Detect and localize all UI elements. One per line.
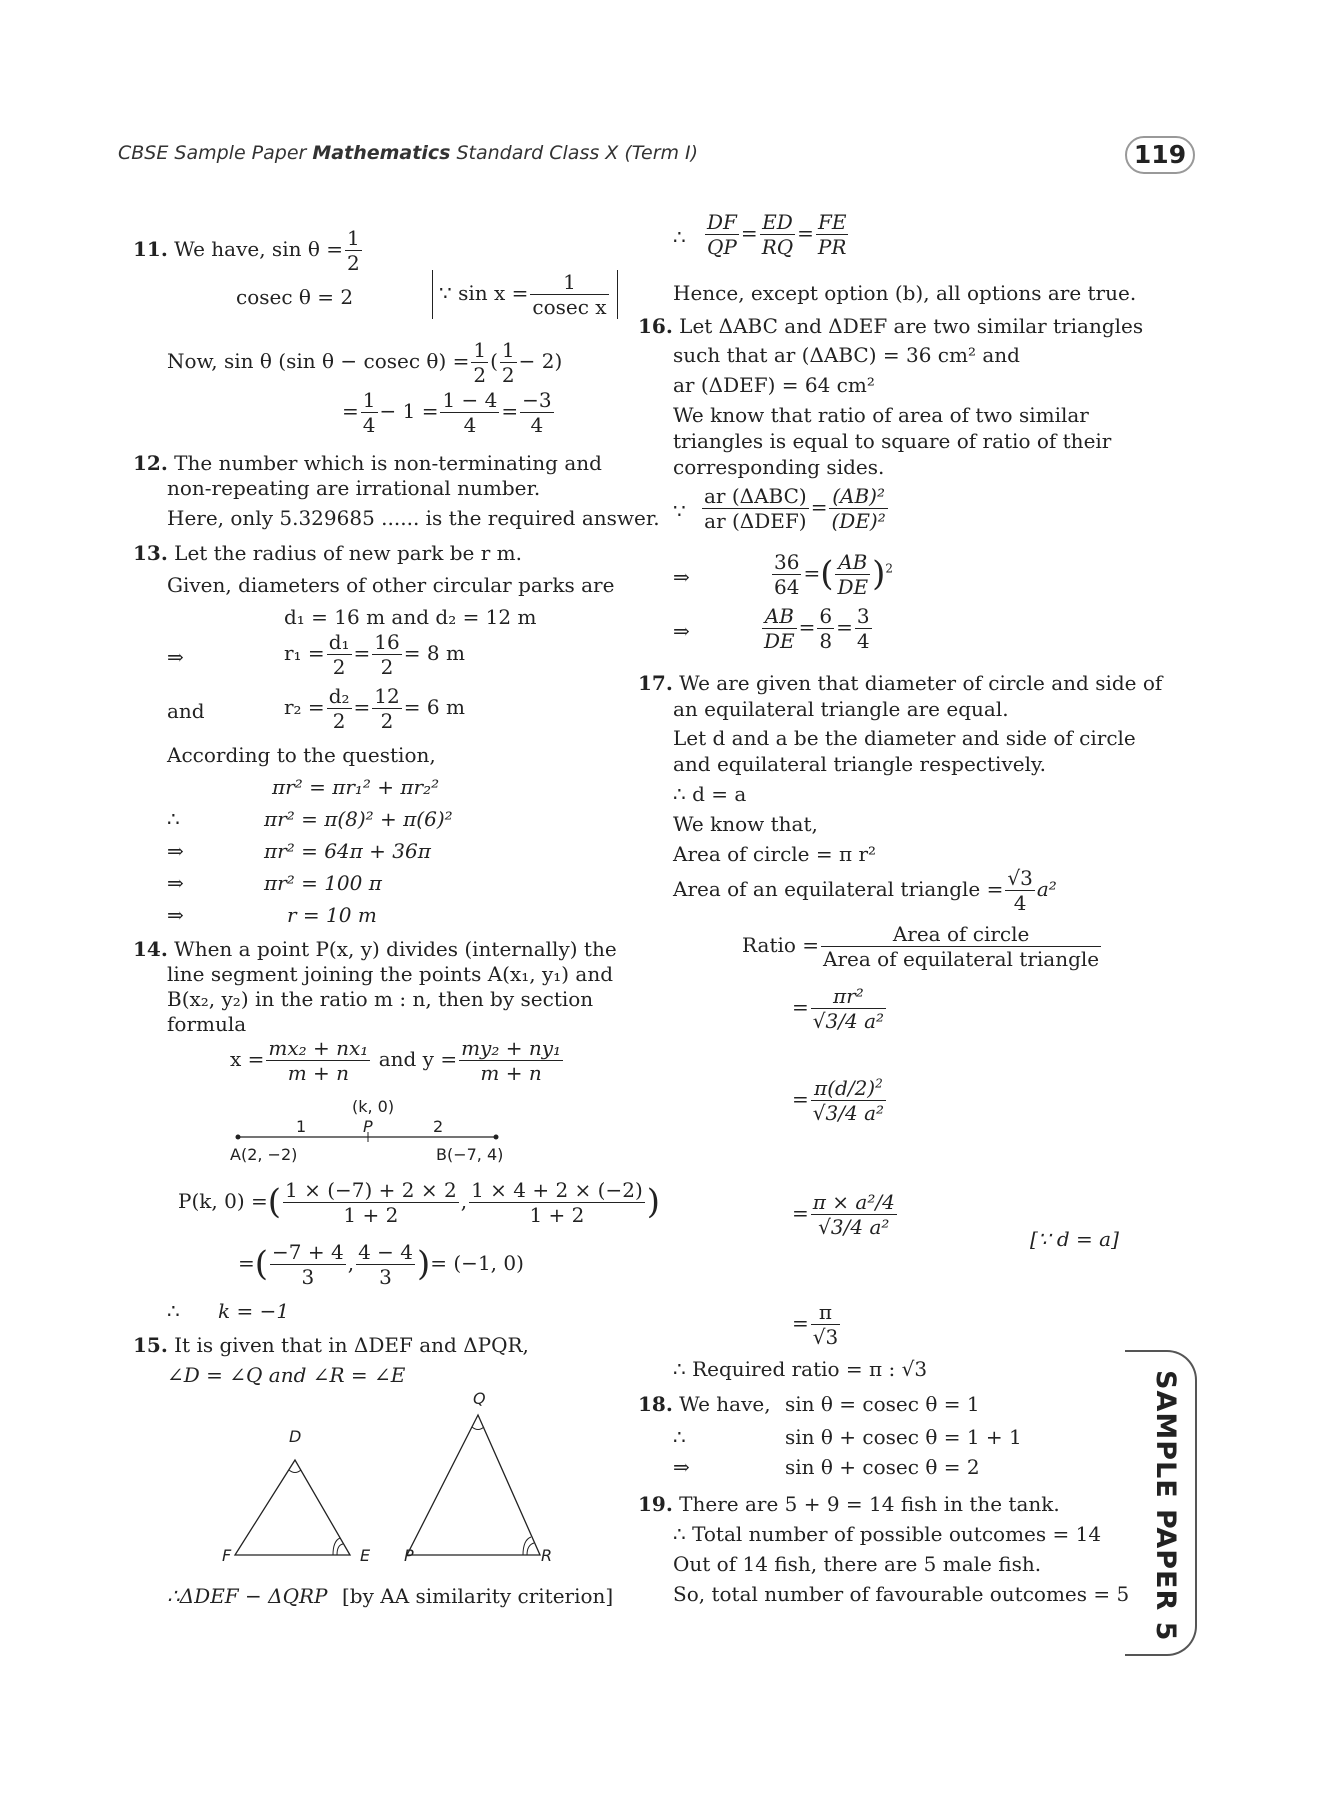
fig-p-label: P [363, 1117, 373, 1136]
fig-vertex-q: Q [473, 1389, 486, 1408]
fig-vertex-f: F [222, 1546, 232, 1565]
q14-line2: line segment joining the points A(x₁, y₁) and [167, 962, 614, 986]
q15-ratios: $\frac{DF}{QP}$ = $\frac{ED}{RQ}$ = $\frac{FE}{PR}$ [707, 210, 847, 259]
q13-eq2: πr² = π(8)² + π(6)² [264, 807, 453, 831]
q13-eq4: πr² = 100 π [264, 871, 382, 895]
q13-r1: r₁ = $\frac{\text{d₁}}{2}$ = $\frac{16}{2}$ = 8 m [284, 630, 465, 679]
q17-line8: Area of an equilateral triangle = $\frac{√3}{4}$ a² [673, 866, 1057, 915]
q16-ratio-eq: ar (ΔABC) ar (ΔDEF) = $\frac{\text{(AB)²}}{\text{(DE)²}}$ [704, 484, 886, 533]
q17-line4: and equilateral triangle respectively. [673, 752, 1046, 776]
q19-line4: So, total number of favourable outcomes = 5 [673, 1582, 1130, 1606]
q15-criterion: [by AA similarity criterion] [342, 1584, 614, 1608]
implies-sign: ⇒ [673, 1455, 690, 1479]
q17-step3: = $\frac{\text{π × a²/4}}{\text{√3/4 a²}}$ [792, 1190, 895, 1239]
q17-hint: [∵ d = a] [1030, 1227, 1119, 1251]
q13-r2: r₂ = $\frac{\text{d₂}}{2}$ = $\frac{12}{2}$ = 6 m [284, 684, 465, 733]
q19-line1: 19. There are 5 + 9 = 14 fish in the tank. [638, 1492, 1060, 1516]
q14-result: k = −1 [218, 1299, 290, 1323]
q17-step1: = $\frac{\text{πr²}}{\text{√3/4 a²}}$ [792, 984, 885, 1033]
fig-vertex-r: R [541, 1546, 553, 1565]
q17-result: ∴ Required ratio = π : √3 [673, 1357, 928, 1381]
q17-step2: = $\frac{\pi(d/2)^2}{\text{√3/4 a²}}$ [792, 1076, 885, 1125]
q19-line3: Out of 14 fish, there are 5 male fish. [673, 1552, 1042, 1576]
q11-line4: = $\frac{1}{4}$ − 1 = $\frac{1 - 4}{4}$ = $\frac{-3}{4}$ [342, 388, 552, 437]
q16-line1: 16. Let ΔABC and ΔDEF are two similar triangles [638, 314, 1144, 338]
therefore-sign: ∴ [167, 807, 180, 831]
q17-step4: = $\frac{\pi}{√3}$ [792, 1300, 839, 1349]
therefore-sign: ∴ [167, 1299, 180, 1323]
q14-line3: B(x₂, y₂) in the ratio m : n, then by section [167, 987, 594, 1011]
fig-b-label: B(−7, 4) [436, 1145, 504, 1164]
fig-vertex-d: D [289, 1427, 302, 1446]
running-header: CBSE Sample Paper Mathematics Standard Class X (Term I) [118, 142, 699, 164]
since-sign: ∵ [673, 499, 686, 523]
q13-line4: According to the question, [167, 743, 436, 767]
fig-ratio-2: 2 [433, 1117, 444, 1136]
q11-hint: ∵ sin x = $\frac{1}{\text{cosec x}}$ [432, 270, 618, 319]
q17-line5: ∴ d = a [673, 782, 747, 806]
q13-and: and [167, 699, 205, 723]
q18-given: sin θ = cosec θ = 1 [785, 1392, 980, 1416]
q15-line1: 15. It is given that in ΔDEF and ΔPQR, [133, 1333, 529, 1357]
implies-sign: ⇒ [167, 645, 184, 669]
q18-step2: sin θ + cosec θ = 2 [785, 1455, 980, 1479]
q15-conclusion: Hence, except option (b), all options are true. [673, 281, 1137, 305]
q11-line3: Now, sin θ (sin θ − cosec θ) = $\frac{1}{2}$ ( $\frac{1}{2}$ − 2) [167, 338, 563, 387]
q16-line2: such that ar (ΔABC) = 36 cm² and [673, 343, 1020, 367]
q13-eq5: r = 10 m [287, 903, 377, 927]
q13-eq1: πr² = πr₁² + πr₂² [272, 775, 440, 799]
page-number: 119 [1125, 136, 1195, 174]
side-tab-label: SAMPLE PAPER 5 [1150, 1370, 1181, 1642]
q11-line1: 11. We have, sin θ = $\frac{1}{2}$ [133, 226, 360, 275]
fig-vertex-p: P [404, 1546, 414, 1565]
implies-sign: ⇒ [167, 839, 184, 863]
therefore-sign: ∴ [673, 1425, 686, 1449]
q17-line7: Area of circle = π r² [673, 842, 877, 866]
q17-ratio: Ratio = Area of circle Area of equilateral triangle [742, 922, 1100, 971]
q13-line1: 13. Let the radius of new park be r m. [133, 541, 522, 565]
fig-a-label: A(2, −2) [230, 1145, 298, 1164]
q13-line2: Given, diameters of other circular parks are [167, 573, 615, 597]
q17-line3: Let d and a be the diameter and side of circle [673, 726, 1136, 750]
implies-sign: ⇒ [167, 871, 184, 895]
q16-line4: We know that ratio of area of two similar [673, 403, 1089, 427]
q17-line1: 17. We are given that diameter of circle and side of [638, 671, 1163, 695]
q14-step2: =( $\frac{-7 + 4}{3}$ , $\frac{4 - 4}{3}$ )= (−1, 0) [238, 1240, 524, 1289]
q12-line3: Here, only 5.329685 ...... is the required answer. [167, 506, 660, 530]
q11-line2: cosec θ = 2 [236, 285, 354, 309]
implies-sign: ⇒ [167, 903, 184, 927]
q14-line4: formula [167, 1012, 247, 1036]
fig-ratio-1: 1 [296, 1117, 307, 1136]
q17-line2: an equilateral triangle are equal. [673, 697, 1009, 721]
q15-line2: ∠D = ∠Q and ∠R = ∠E [167, 1363, 406, 1387]
q17-line6: We know that, [673, 812, 818, 836]
q19-line2: ∴ Total number of possible outcomes = 14 [673, 1522, 1102, 1546]
q16-step3: $\frac{AB}{DE}$ = $\frac{6}{8}$ = $\frac{3}{4}$ [764, 604, 870, 653]
section-formula: x = $\frac{\text{mx₂ + nx₁}}{m + n}$ and y = $\frac{\text{my₂ + ny₁}}{m + n}$ [230, 1036, 562, 1085]
q18-line1: 18. We have, [638, 1392, 771, 1416]
q16-line3: ar (ΔDEF) = 64 cm² [673, 373, 875, 397]
q13-diameters: d₁ = 16 m and d₂ = 12 m [284, 605, 537, 629]
fig-vertex-e: E [360, 1546, 371, 1565]
similar-triangles-figure [225, 1395, 565, 1570]
implies-sign: ⇒ [673, 619, 690, 643]
fig-k-label: (k, 0) [352, 1097, 395, 1116]
q14-line1: 14. When a point P(x, y) divides (internally) the [133, 937, 617, 961]
q16-line5: triangles is equal to square of ratio of their [673, 429, 1112, 453]
q16-line6: corresponding sides. [673, 455, 885, 479]
q15-similarity: ∴ΔDEF − ΔQRP [167, 1584, 328, 1608]
q12-line1: 12. The number which is non-terminating and [133, 451, 602, 475]
implies-sign: ⇒ [673, 565, 690, 589]
q16-step2: $\frac{36}{64}$ =( $\frac{AB}{DE}$ )$^2$ [774, 550, 894, 599]
q14-pk: P(k, 0) =( $\frac{1 \times (-7) + 2 \times 2}{1 + 2}$ , $\frac{1 \times 4 + 2 \times (-2)}{1 + 2}$ ) [178, 1178, 661, 1227]
q18-step1: sin θ + cosec θ = 1 + 1 [785, 1425, 1022, 1449]
therefore-sign: ∴ [673, 225, 686, 249]
q13-eq3: πr² = 64π + 36π [264, 839, 431, 863]
q12-line2: non-repeating are irrational number. [167, 476, 541, 500]
